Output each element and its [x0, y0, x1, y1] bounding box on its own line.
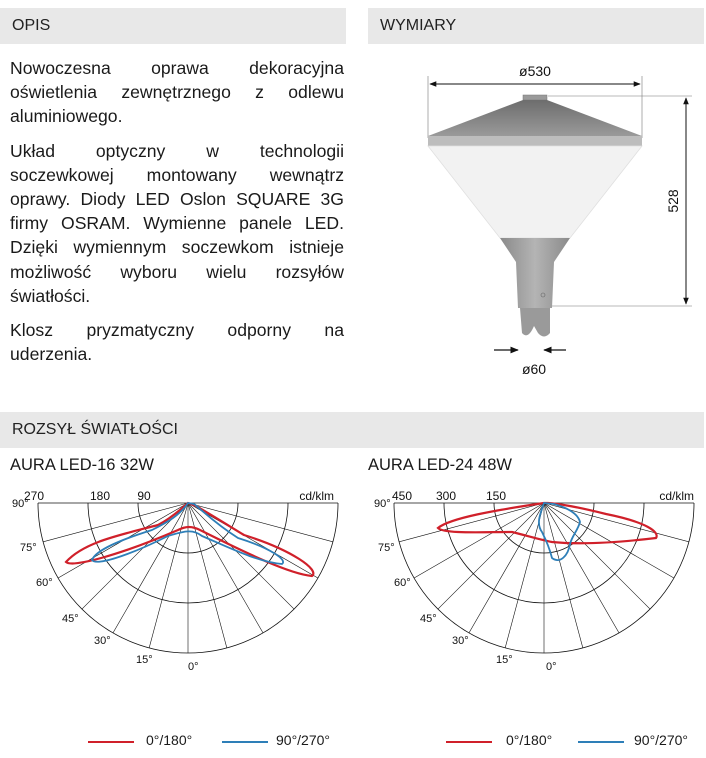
height-label: 528 — [665, 189, 681, 213]
angle-label: 30° — [94, 635, 111, 647]
polar-grid — [38, 503, 338, 653]
polar-grid — [394, 503, 694, 653]
polar-chart-led24 — [356, 480, 706, 675]
section-header-wymiary: WYMIARY — [368, 8, 704, 44]
section-header-rozsyl: ROZSYŁ ŚWIATŁOŚCI — [0, 412, 704, 448]
angle-label: 0° — [188, 661, 199, 673]
polar-ray — [188, 503, 227, 648]
luminaire-cap — [428, 100, 642, 136]
polar-chart-led16 — [0, 480, 346, 675]
polar-ray — [438, 503, 544, 609]
ring-label: 90 — [137, 489, 151, 503]
angle-label: 0° — [546, 661, 557, 673]
polar-ray — [113, 503, 188, 633]
ring-label: 150 — [485, 489, 507, 503]
luminaire-neck — [500, 238, 570, 308]
chart-title: AURA LED-16 32W — [10, 456, 154, 474]
description-paragraph: Układ optyczny w technologii soczewkowej montowany wewnątrz oprawy. Diody LED Oslon SQUARE 3G firmy OSRAM. Wymienne panele LED. Dzięki wymiennym soczewkom istnieje możliwość wyboru wielu rozsyłów światłości. — [10, 140, 344, 306]
angle-label: 45° — [62, 613, 79, 625]
section-header-opis: OPIS — [0, 8, 346, 44]
angle-label: 75° — [378, 542, 395, 554]
ring-label: 450 — [391, 489, 413, 503]
luminaire-base — [520, 308, 550, 337]
curve-90-270 — [539, 503, 580, 560]
angle-label: 15° — [496, 654, 513, 666]
polar-unit-label: cd/klm — [659, 489, 694, 503]
angle-label: 45° — [420, 613, 437, 625]
legend-label-90-270: 90°/270° — [634, 732, 689, 748]
polar-unit-label: cd/klm — [299, 489, 334, 503]
polar-ray — [469, 503, 544, 633]
polar-ray — [505, 503, 544, 648]
product-description — [10, 56, 344, 376]
width-label: ø530 — [519, 63, 551, 79]
ring-label: 300 — [435, 489, 457, 503]
ring-label: 180 — [89, 489, 111, 503]
angle-label: 90° — [374, 498, 391, 510]
chart-title: AURA LED-24 48W — [368, 456, 512, 474]
legend-led16 — [0, 730, 346, 752]
legend-label-0-180: 0°/180° — [146, 732, 193, 748]
angle-label: 30° — [452, 635, 469, 647]
legend-label-90-270: 90°/270° — [276, 732, 331, 748]
description-paragraph: Klosz pryzmatyczny odporny na uderzenia. — [10, 320, 344, 365]
angle-label: 75° — [20, 542, 37, 554]
curve-90-270 — [92, 503, 283, 564]
legend-label-0-180: 0°/180° — [506, 732, 553, 748]
angle-label: 90° — [12, 498, 29, 510]
base-label: ø60 — [521, 361, 547, 377]
luminaire-diffuser — [428, 146, 642, 238]
polar-ray — [544, 503, 619, 633]
ring-label: 270 — [23, 489, 45, 503]
polar-ray — [399, 503, 544, 542]
angle-label: 60° — [394, 577, 411, 589]
luminaire-dimension-drawing — [368, 48, 704, 388]
polar-ray — [544, 503, 650, 609]
angle-label: 15° — [136, 654, 153, 666]
legend-led24 — [356, 730, 706, 752]
angle-label: 60° — [36, 577, 53, 589]
polar-ray — [544, 503, 583, 648]
curve-0-180 — [66, 503, 313, 576]
description-paragraph: Nowoczesna oprawa dekoracyjna oświetlenia zewnętrznego z odlewu aluminiowego. — [10, 58, 344, 127]
